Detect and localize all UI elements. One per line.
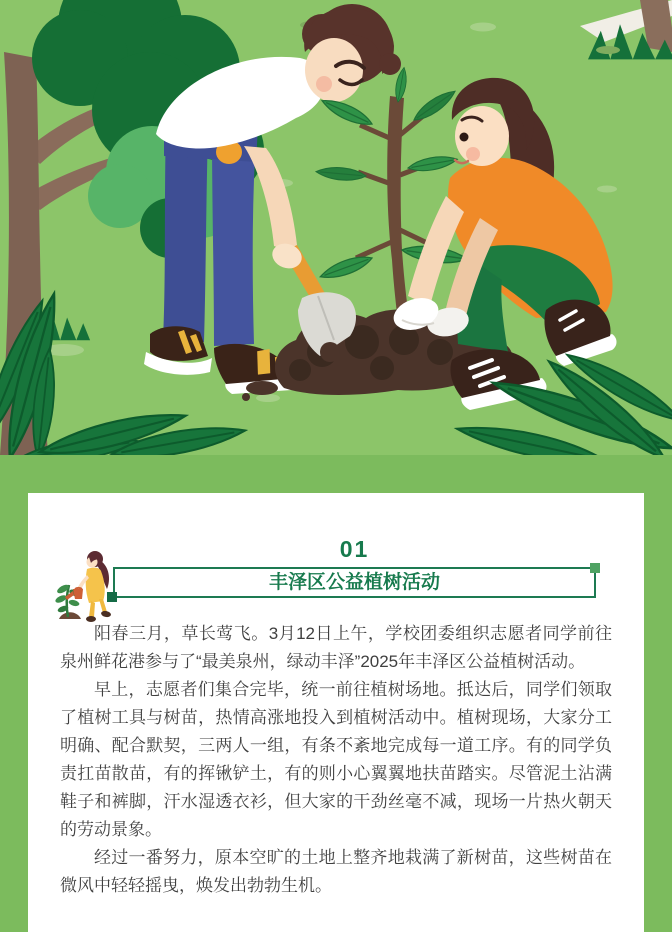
article-paragraph: 早上，志愿者们集合完毕，统一前往植树场地。抵达后，同学们领取了植树工具与树苗，热情高涨地投入到植树活动中。植树现场，大家分工明确、配合默契，三两人一组，有条不紊地完成每一道工序。有的同学负责扛苗散苗，有的挥锹铲土，有的则小心翼翼地扶苗踏实。尽管泥土沾满鞋子和裤脚，汗水湿透衣衫，但大家的干劲丝毫不减，现场一片热火朝天的劳动景象。 — [60, 680, 612, 839]
section-number: 01 — [339, 536, 370, 562]
section-title-block — [113, 537, 596, 598]
planting-scene-illustration — [0, 0, 672, 455]
corner-square-top-right — [590, 563, 600, 573]
article-body — [60, 620, 612, 900]
article-paragraph: 阳春三月，草长莺飞。3月12日上午，学校团委组织志愿者同学前往泉州鲜花港参与了“最美泉州，绿动丰泽”2025年丰泽区公益植树活动。 — [60, 624, 612, 671]
section-title: 丰泽区公益植树活动 — [268, 572, 440, 593]
article-paragraph: 经过一番努力，原本空旷的土地上整齐地栽满了新树苗，这些树苗在微风中轻轻摇曳，焕发出勃勃生机。 — [60, 848, 612, 895]
watering-girl-illustration — [53, 547, 117, 625]
hero-illustration — [0, 0, 672, 455]
section-header — [60, 537, 612, 598]
article-card — [28, 493, 644, 932]
section-title-box — [113, 567, 596, 598]
corner-square-bottom-left — [107, 592, 117, 602]
